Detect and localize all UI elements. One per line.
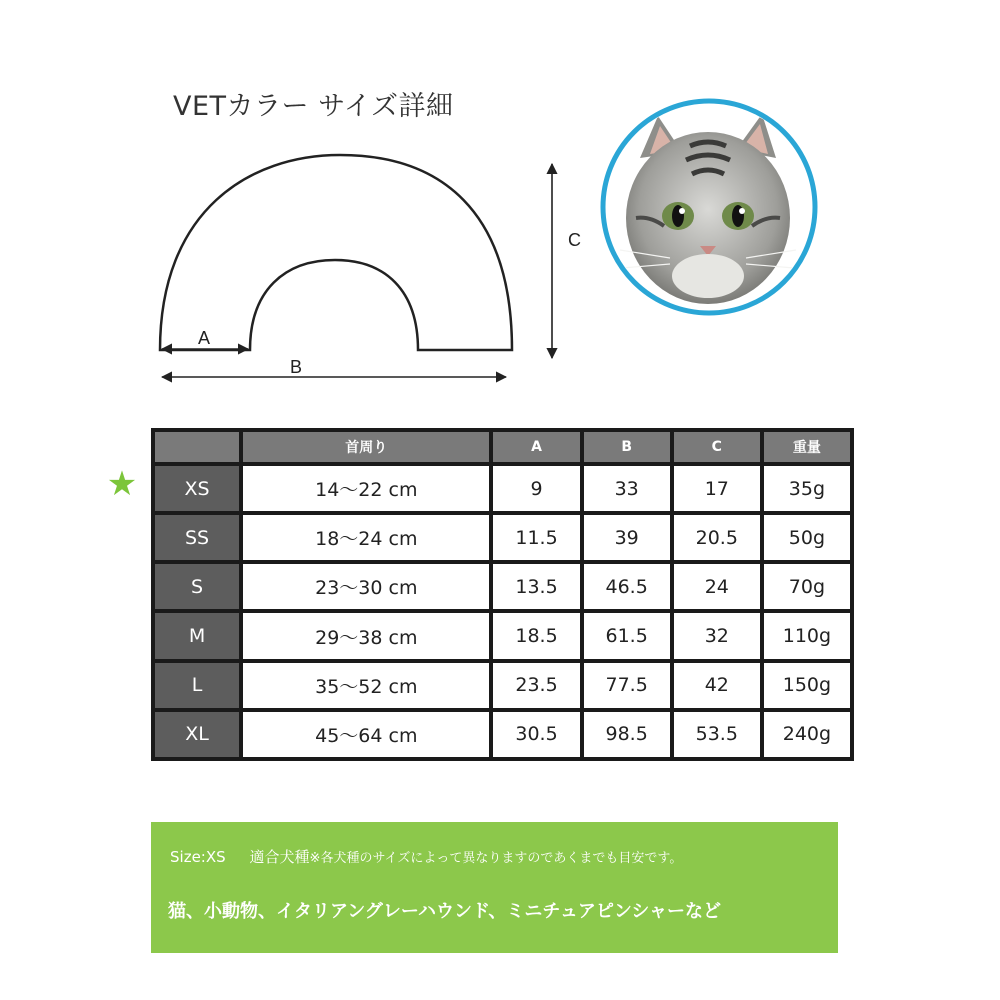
row-c: 17 (674, 466, 760, 511)
label-c: C (568, 230, 581, 250)
table-row (155, 712, 850, 757)
row-c: 32 (674, 613, 760, 658)
row-size: XS (155, 466, 239, 511)
table-header-weight: 重量 (764, 432, 850, 462)
row-c: 20.5 (674, 515, 760, 560)
row-weight: 70g (764, 564, 850, 609)
selected-size-star-icon: ★ (106, 464, 138, 504)
row-b: 46.5 (584, 564, 670, 609)
row-neck: 35～52 cm (243, 663, 489, 708)
row-weight: 110g (764, 613, 850, 658)
table-row (155, 515, 850, 560)
table-header-c: C (674, 432, 760, 462)
table-header-row (155, 432, 850, 462)
collar-outline (160, 155, 512, 350)
row-size: L (155, 663, 239, 708)
info-note: ※各犬種のサイズによって異なりますのであくまでも目安です。 (309, 851, 683, 866)
row-a: 9 (493, 466, 579, 511)
collar-diagram (150, 150, 590, 400)
row-a: 11.5 (493, 515, 579, 560)
row-weight: 150g (764, 663, 850, 708)
row-size: M (155, 613, 239, 658)
row-weight: 35g (764, 466, 850, 511)
info-size-label: Size:XS (170, 848, 226, 866)
label-a: A (198, 328, 211, 348)
table-header-corner (155, 432, 239, 462)
row-weight: 50g (764, 515, 850, 560)
table-header-a: A (493, 432, 579, 462)
row-b: 77.5 (584, 663, 670, 708)
row-b: 39 (584, 515, 670, 560)
cat-photo-svg (600, 98, 818, 316)
row-neck: 23～30 cm (243, 564, 489, 609)
info-line-size (170, 846, 682, 867)
row-a: 13.5 (493, 564, 579, 609)
row-a: 23.5 (493, 663, 579, 708)
row-c: 42 (674, 663, 760, 708)
row-size: SS (155, 515, 239, 560)
row-a: 18.5 (493, 613, 579, 658)
size-table (151, 428, 854, 761)
label-b: B (290, 357, 303, 377)
row-neck: 14～22 cm (243, 466, 489, 511)
row-c: 53.5 (674, 712, 760, 757)
row-b: 98.5 (584, 712, 670, 757)
table-row (155, 564, 850, 609)
row-b: 33 (584, 466, 670, 511)
row-c: 24 (674, 564, 760, 609)
info-breeds: 猫、小動物、イタリアングレーハウンド、ミニチュアピンシャーなど (168, 901, 722, 922)
table-row (155, 613, 850, 658)
table-row (155, 466, 850, 511)
row-neck: 18～24 cm (243, 515, 489, 560)
row-neck: 45～64 cm (243, 712, 489, 757)
page-title: VETカラー サイズ詳細 (173, 91, 454, 122)
cat-photo (600, 98, 818, 316)
row-size: XL (155, 712, 239, 757)
collar-diagram-svg (150, 150, 590, 400)
table-header-b: B (584, 432, 670, 462)
row-size: S (155, 564, 239, 609)
row-a: 30.5 (493, 712, 579, 757)
breed-info-box (151, 822, 838, 953)
row-weight: 240g (764, 712, 850, 757)
table-header-neck: 首周り (243, 432, 489, 462)
info-breed-label: 適合犬種 (249, 848, 310, 866)
row-b: 61.5 (584, 613, 670, 658)
table-row (155, 663, 850, 708)
row-neck: 29～38 cm (243, 613, 489, 658)
